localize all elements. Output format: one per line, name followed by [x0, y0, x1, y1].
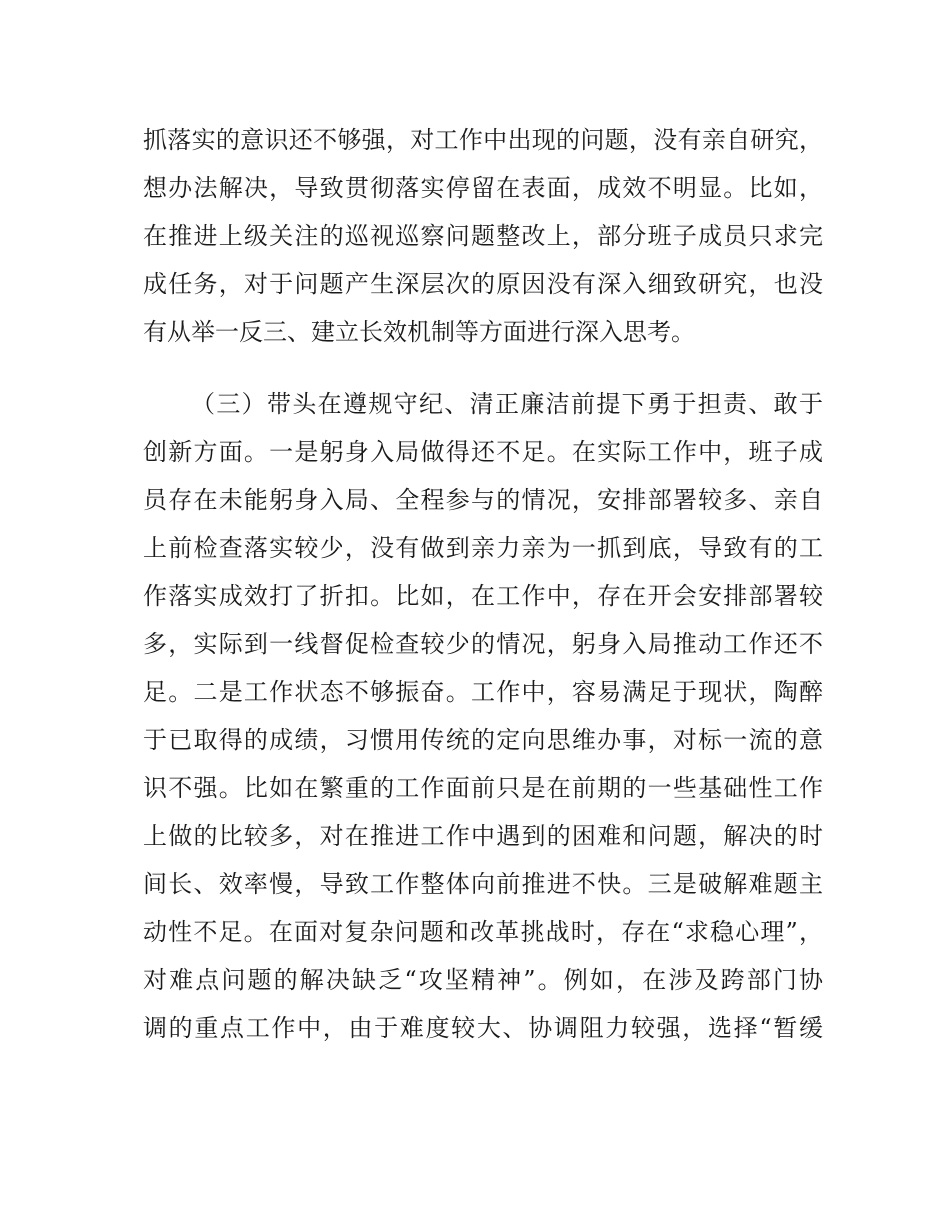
text-line: 有从举一反三、建立长效机制等方面进行深入思考。	[143, 318, 695, 346]
text-line: 作落实成效打了折扣。比如，在工作中，存在开会安排部署较	[143, 582, 823, 610]
text-line: 足。二是工作状态不够振奋。工作中，容易满足于现状，陶醉	[143, 678, 823, 706]
text-line: 动性不足。在面对复杂问题和改革挑战时，存在“求稳心理”，	[143, 918, 823, 946]
text-line: 抓落实的意识还不够强，对工作中出现的问题，没有亲自研究，	[143, 126, 823, 154]
text-line: 识不强。比如在繁重的工作面前只是在前期的一些基础性工作	[143, 774, 823, 802]
text-line: 调的重点工作中，由于难度较大、协调阻力较强，选择“暂缓	[143, 1014, 823, 1042]
text-line: 上做的比较多，对在推进工作中遇到的困难和问题，解决的时	[143, 822, 823, 850]
text-line: 想办法解决，导致贯彻落实停留在表面，成效不明显。比如，	[143, 174, 823, 202]
text-line: 成任务，对于问题产生深层次的原因没有深入细致研究，也没	[143, 270, 823, 298]
text-line: 于已取得的成绩，习惯用传统的定向思维办事，对标一流的意	[143, 726, 823, 754]
text-line: 在推进上级关注的巡视巡察问题整改上，部分班子成员只求完	[143, 222, 823, 250]
text-line: 间长、效率慢，导致工作整体向前推进不快。三是破解难题主	[143, 870, 823, 898]
text-line: 创新方面。一是躬身入局做得还不足。在实际工作中，班子成	[143, 438, 823, 466]
text-line: 上前检查落实较少，没有做到亲力亲为一抓到底，导致有的工	[143, 534, 823, 562]
text-line: 员存在未能躬身入局、全程参与的情况，安排部署较多、亲自	[143, 486, 823, 514]
text-line: 多，实际到一线督促检查较少的情况，躬身入局推动工作还不	[143, 630, 823, 658]
text-line: （三）带头在遵规守纪、清正廉洁前提下勇于担责、敢于	[191, 390, 823, 418]
text-line: 对难点问题的解决缺乏“攻坚精神”。例如，在涉及跨部门协	[143, 966, 823, 994]
